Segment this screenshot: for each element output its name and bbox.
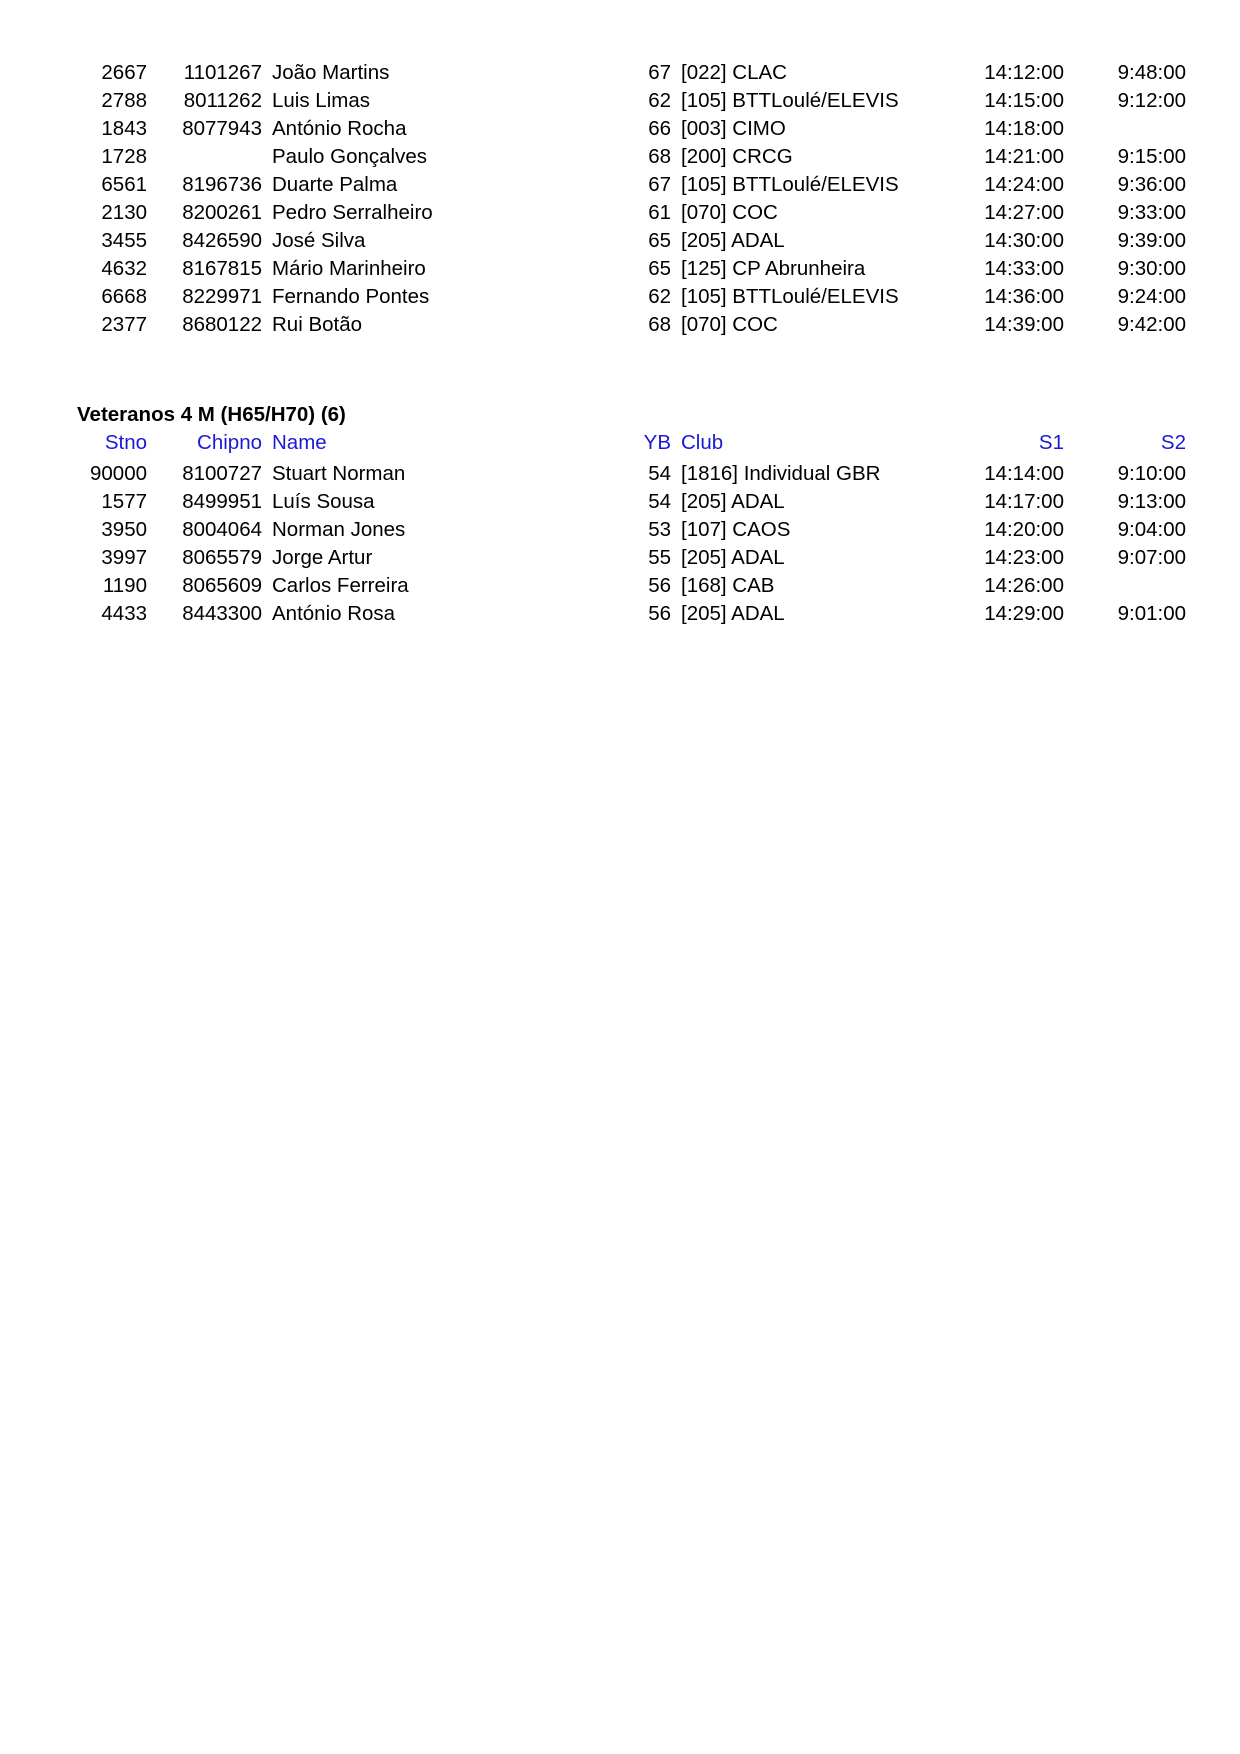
table-row bbox=[0, 171, 1240, 199]
name-cell: Carlos Ferreira bbox=[272, 574, 409, 597]
name-cell: Luis Limas bbox=[272, 89, 370, 112]
s1-cell: 14:27:00 bbox=[984, 201, 1064, 224]
name-cell: Fernando Pontes bbox=[272, 285, 430, 308]
s1-cell: 14:33:00 bbox=[984, 257, 1064, 280]
yb-cell: 65 bbox=[648, 229, 671, 252]
club-cell: [070] COC bbox=[681, 201, 778, 224]
s1-cell: 14:12:00 bbox=[984, 61, 1064, 84]
s1-cell: 14:24:00 bbox=[984, 173, 1064, 196]
yb-cell: 54 bbox=[648, 490, 671, 513]
chipno-cell: 8196736 bbox=[182, 173, 262, 196]
club-cell: [003] CIMO bbox=[681, 117, 786, 140]
club-cell: [205] ADAL bbox=[681, 229, 785, 252]
table-row bbox=[0, 488, 1240, 516]
yb-cell: 62 bbox=[648, 285, 671, 308]
club-cell: [200] CRCG bbox=[681, 145, 793, 168]
club-cell: [125] CP Abrunheira bbox=[681, 257, 866, 280]
chipno-cell: 8200261 bbox=[182, 201, 262, 224]
chipno-cell: 8100727 bbox=[182, 462, 262, 485]
table-row bbox=[0, 59, 1240, 87]
table-row bbox=[0, 311, 1240, 339]
club-cell: [205] ADAL bbox=[681, 602, 785, 625]
chipno-cell: 8443300 bbox=[182, 602, 262, 625]
s2-cell: 9:10:00 bbox=[1117, 462, 1186, 485]
s2-cell: 9:30:00 bbox=[1117, 257, 1186, 280]
stno-cell: 2788 bbox=[101, 89, 147, 112]
s1-cell: 14:17:00 bbox=[984, 490, 1064, 513]
stno-cell: 1843 bbox=[101, 117, 147, 140]
header-s2: S2 bbox=[1160, 431, 1186, 454]
s2-cell: 9:04:00 bbox=[1117, 518, 1186, 541]
chipno-cell: 8680122 bbox=[182, 313, 262, 336]
table-row bbox=[0, 227, 1240, 255]
name-cell: Pedro Serralheiro bbox=[272, 201, 433, 224]
s2-cell: 9:07:00 bbox=[1117, 546, 1186, 569]
header-yb: YB bbox=[643, 431, 671, 454]
stno-cell: 90000 bbox=[89, 462, 147, 485]
stno-cell: 4632 bbox=[101, 257, 147, 280]
stno-cell: 6561 bbox=[101, 173, 147, 196]
chipno-cell: 8011262 bbox=[183, 89, 262, 112]
name-cell: António Rocha bbox=[272, 117, 407, 140]
s2-cell: 9:36:00 bbox=[1117, 173, 1186, 196]
name-cell: Duarte Palma bbox=[272, 173, 398, 196]
stno-cell: 4433 bbox=[101, 602, 147, 625]
club-cell: [1816] Individual GBR bbox=[681, 462, 881, 485]
club-cell: [022] CLAC bbox=[681, 61, 787, 84]
yb-cell: 54 bbox=[648, 462, 671, 485]
club-cell: [205] ADAL bbox=[681, 490, 785, 513]
club-cell: [070] COC bbox=[681, 313, 778, 336]
s2-cell: 9:15:00 bbox=[1117, 145, 1186, 168]
header-chipno: Chipno bbox=[197, 431, 262, 454]
name-cell: Rui Botão bbox=[272, 313, 363, 336]
s1-cell: 14:26:00 bbox=[984, 574, 1064, 597]
header-club: Club bbox=[681, 431, 724, 454]
s1-cell: 14:30:00 bbox=[984, 229, 1064, 252]
s2-cell: 9:13:00 bbox=[1117, 490, 1186, 513]
table-row bbox=[0, 544, 1240, 572]
header-stno: Stno bbox=[104, 431, 147, 454]
table-row bbox=[0, 143, 1240, 171]
s2-cell: 9:42:00 bbox=[1117, 313, 1186, 336]
stno-cell: 2667 bbox=[101, 61, 147, 84]
table-row bbox=[0, 255, 1240, 283]
s2-cell: 9:33:00 bbox=[1117, 201, 1186, 224]
s2-cell: 9:24:00 bbox=[1117, 285, 1186, 308]
class-title: Veteranos 4 M (H65/H70) (6) bbox=[77, 403, 346, 426]
s1-cell: 14:29:00 bbox=[984, 602, 1064, 625]
yb-cell: 53 bbox=[648, 518, 671, 541]
table-row bbox=[0, 283, 1240, 311]
stno-cell: 3997 bbox=[101, 546, 147, 569]
table-row bbox=[0, 87, 1240, 115]
table-header-row bbox=[0, 429, 1240, 457]
name-cell: Paulo Gonçalves bbox=[272, 145, 427, 168]
name-cell: Mário Marinheiro bbox=[272, 257, 426, 280]
s1-cell: 14:21:00 bbox=[984, 145, 1064, 168]
stno-cell: 1577 bbox=[101, 490, 147, 513]
club-cell: [205] ADAL bbox=[681, 546, 785, 569]
club-cell: [168] CAB bbox=[681, 574, 775, 597]
stno-cell: 1728 bbox=[101, 145, 147, 168]
chipno-cell: 8065579 bbox=[182, 546, 262, 569]
s2-cell: 9:39:00 bbox=[1117, 229, 1186, 252]
header-s1: S1 bbox=[1038, 431, 1064, 454]
yb-cell: 56 bbox=[648, 574, 671, 597]
stno-cell: 3950 bbox=[101, 518, 147, 541]
chipno-cell: 8229971 bbox=[182, 285, 262, 308]
stno-cell: 1190 bbox=[102, 574, 147, 597]
name-cell: João Martins bbox=[272, 61, 390, 84]
yb-cell: 55 bbox=[648, 546, 671, 569]
club-cell: [105] BTTLoulé/ELEVIS bbox=[681, 89, 899, 112]
yb-cell: 68 bbox=[648, 313, 671, 336]
chipno-cell: 8499951 bbox=[182, 490, 262, 513]
club-cell: [105] BTTLoulé/ELEVIS bbox=[681, 285, 899, 308]
yb-cell: 67 bbox=[648, 173, 671, 196]
yb-cell: 61 bbox=[648, 201, 671, 224]
chipno-cell: 1101267 bbox=[183, 61, 262, 84]
yb-cell: 68 bbox=[648, 145, 671, 168]
chipno-cell: 8065609 bbox=[182, 574, 262, 597]
s1-cell: 14:15:00 bbox=[984, 89, 1064, 112]
stno-cell: 2377 bbox=[101, 313, 147, 336]
name-cell: Stuart Norman bbox=[272, 462, 406, 485]
name-cell: José Silva bbox=[272, 229, 366, 252]
chipno-cell: 8004064 bbox=[182, 518, 262, 541]
table-row bbox=[0, 572, 1240, 600]
yb-cell: 62 bbox=[648, 89, 671, 112]
s1-cell: 14:36:00 bbox=[984, 285, 1064, 308]
s2-cell: 9:12:00 bbox=[1117, 89, 1186, 112]
s1-cell: 14:20:00 bbox=[984, 518, 1064, 541]
name-cell: Norman Jones bbox=[272, 518, 406, 541]
name-cell: Luís Sousa bbox=[272, 490, 375, 513]
stno-cell: 3455 bbox=[101, 229, 147, 252]
table-row bbox=[0, 115, 1240, 143]
s1-cell: 14:39:00 bbox=[984, 313, 1064, 336]
club-cell: [107] CAOS bbox=[681, 518, 791, 541]
chipno-cell: 8167815 bbox=[182, 257, 262, 280]
yb-cell: 67 bbox=[648, 61, 671, 84]
s2-cell: 9:01:00 bbox=[1117, 602, 1186, 625]
chipno-cell: 8077943 bbox=[182, 117, 262, 140]
s1-cell: 14:18:00 bbox=[984, 117, 1064, 140]
table-row bbox=[0, 199, 1240, 227]
yb-cell: 65 bbox=[648, 257, 671, 280]
table-row bbox=[0, 600, 1240, 628]
stno-cell: 6668 bbox=[101, 285, 147, 308]
s2-cell: 9:48:00 bbox=[1117, 61, 1186, 84]
s1-cell: 14:14:00 bbox=[984, 462, 1064, 485]
header-name: Name bbox=[272, 431, 327, 454]
club-cell: [105] BTTLoulé/ELEVIS bbox=[681, 173, 899, 196]
name-cell: Jorge Artur bbox=[272, 546, 373, 569]
table-row bbox=[0, 516, 1240, 544]
yb-cell: 66 bbox=[648, 117, 671, 140]
s1-cell: 14:23:00 bbox=[984, 546, 1064, 569]
chipno-cell: 8426590 bbox=[182, 229, 262, 252]
name-cell: António Rosa bbox=[272, 602, 396, 625]
yb-cell: 56 bbox=[648, 602, 671, 625]
table-row bbox=[0, 460, 1240, 488]
stno-cell: 2130 bbox=[101, 201, 147, 224]
